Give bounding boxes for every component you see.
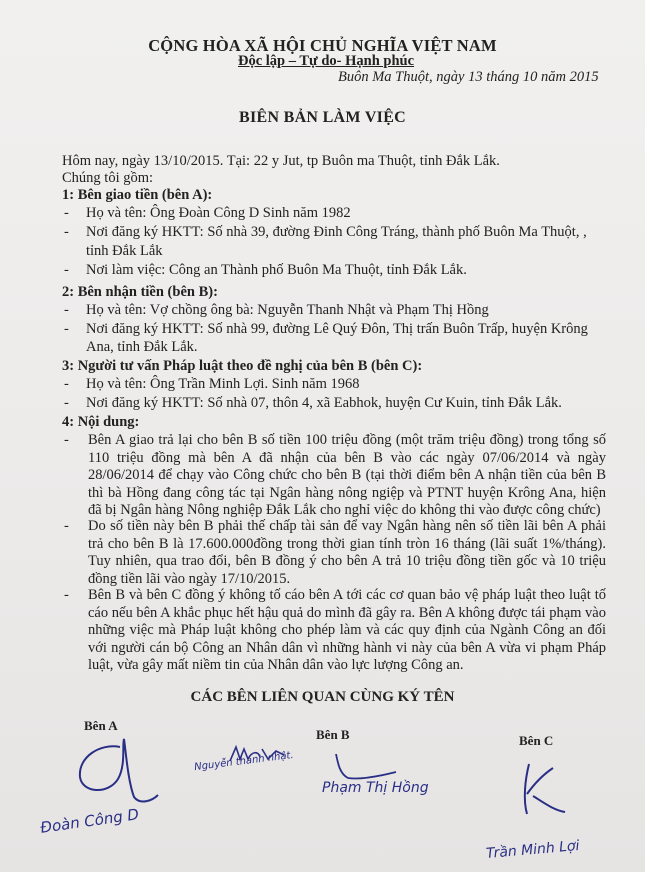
place-date: Buôn Ma Thuột, ngày 13 tháng 10 năm 2015 (338, 69, 599, 85)
party-a-heading: 1: Bên giao tiền (bên A): (62, 187, 213, 203)
content-item-3: Bên B và bên C đồng ý không tố cáo bên A tới các cơ quan bảo vệ pháp luật theo luật tố cáo nếu bên A khắc phục hết hậu quả do mình đã gây ra. Bên A không được tái phạm vào những việc mà Pháp luật không cho phép làm và các quy định của Ngành Công an đối với người cán bộ Công an Nhân dân vì những hành vi này của bên A vừa vi phạm Pháp luật, vừa gây mất niềm tin của Nhân dân vào lực lượng Công an. (88, 587, 606, 673)
party-c-handwritten-name: Trần Minh Lợi (485, 837, 581, 863)
party-c-heading: 3: Người tư vấn Pháp luật theo đề nghị của bên B (bên C): (62, 358, 423, 374)
party-b-heading: 2: Bên nhận tiền (bên B): (62, 284, 218, 300)
party-b-address-1: Nơi đăng ký HKTT: Số nhà 99, đường Lê Quý Đôn, Thị trấn Buôn Trấp, huyện Krông (86, 321, 588, 337)
bullet-dash: - (64, 518, 69, 534)
party-a-address-2: tỉnh Đắk Lắk (86, 243, 163, 259)
party-c-name: Họ và tên: Ông Trần Minh Lợi. Sinh năm 1968 (86, 376, 360, 392)
party-b-name: Họ và tên: Vợ chồng ông bà: Nguyễn Thanh Nhật và Phạm Thị Hồng (86, 302, 489, 318)
bullet-dash: - (64, 587, 69, 603)
bullet-dash: - (64, 205, 69, 221)
bullet-dash: - (64, 224, 69, 240)
party-a-name: Họ và tên: Ông Đoàn Công D Sinh năm 1982 (86, 205, 351, 221)
party-c-address: Nơi đăng ký HKTT: Số nhà 07, thôn 4, xã Eabhok, huyện Cư Kuin, tỉnh Đắk Lắk. (86, 395, 562, 411)
intro-line: Hôm nay, ngày 13/10/2015. Tại: 22 y Jut, tp Buôn ma Thuột, tỉnh Đắk Lắk. (62, 153, 500, 169)
signatures-title: CÁC BÊN LIÊN QUAN CÙNG KÝ TÊN (190, 689, 455, 705)
bullet-dash: - (64, 395, 69, 411)
content-item-2: Do số tiền này bên B phải thế chấp tài sản để vay Ngân hàng nên số tiền lãi bên A phải trả cho bên B là 17.600.000đồng trong thời gian tính tròn 16 tháng (lãi suất 1%/tháng). Tuy nhiên, qua trao đổi, bên B đồng ý cho bên A trả 10 triệu đồng tiền gốc và 10 triệu đồng tiền lãi vào ngày 17/10/2015. (88, 518, 606, 587)
national-motto: Độc lập – Tự do- Hạnh phúc (238, 53, 415, 69)
bullet-dash: - (64, 376, 69, 392)
bullet-dash: - (64, 432, 69, 448)
party-a-handwritten-name: Đoàn Công D (39, 805, 141, 837)
party-c-signature-label: Bên C (519, 733, 554, 748)
party-a-work: Nơi làm việc: Công an Thành phố Buôn Ma Thuột, tỉnh Đắk Lắk. (86, 262, 467, 278)
party-c-signature (515, 760, 575, 820)
party-b-handwritten-name-1: Nguyễn thanh nhật. (193, 749, 295, 774)
party-a-address-1: Nơi đăng ký HKTT: Số nhà 39, đường Đinh Công Tráng, thành phố Buôn Ma Thuột, , (86, 224, 587, 240)
we-include-line: Chúng tôi gồm: (62, 170, 154, 186)
party-a-signature (60, 735, 160, 810)
party-b-signature-label: Bên B (316, 727, 350, 742)
national-title: CỘNG HÒA XÃ HỘI CHỦ NGHĨA VIỆT NAM (148, 36, 497, 55)
party-a-signature-label: Bên A (84, 718, 118, 733)
bullet-dash: - (64, 321, 69, 337)
party-b-address-2: Ana, tỉnh Đắk Lắk. (86, 339, 198, 355)
party-b-handwritten-name-2: Phạm Thị Hồng (322, 780, 429, 796)
content-item-1: Bên A giao trả lại cho bên B số tiền 100 triệu đồng (một trăm triệu đồng) trong tổng số 110 triệu đồng mà bên A đã nhận của bên B vào các ngày 07/06/2014 và ngày 28/06/2014 để chạy vào Công chức cho bên B (tại thời điểm bên A nhận tiền của bên B thì bà Hồng đang công tác tại Ngân hàng nông ngiệp và PTNT huyện Krông Ana, hiện đã bị Ngân hàng Nông nghiệp Đắk Lắk cho nghỉ việc do không thi vào được công chức) (88, 432, 606, 518)
content-heading: 4: Nội dung: (62, 414, 140, 430)
bullet-dash: - (64, 262, 69, 278)
bullet-dash: - (64, 302, 69, 318)
document-title: BIÊN BẢN LÀM VIỆC (238, 109, 407, 126)
